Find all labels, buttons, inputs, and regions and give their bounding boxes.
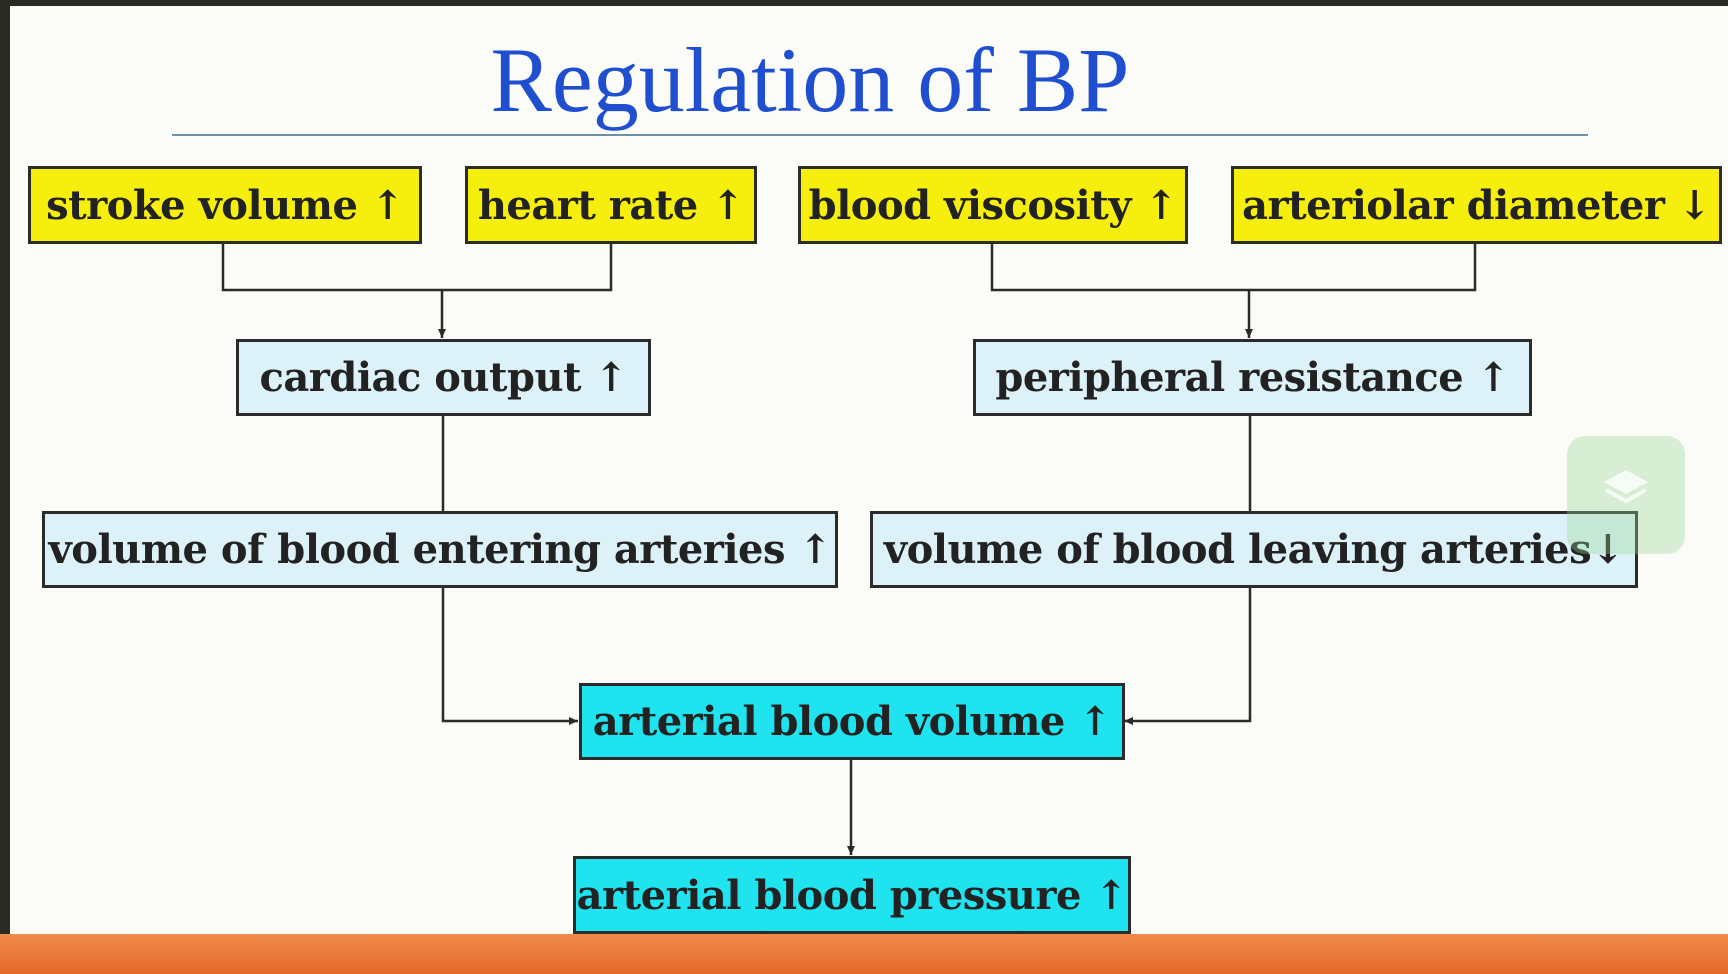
arterial-blood-volume-box: arterial blood volume ↑: [579, 683, 1125, 760]
stroke-volume-box: stroke volume ↑: [28, 166, 422, 244]
connector-stroke-volume: [223, 244, 442, 290]
arrow-entering-to-volume: [443, 588, 578, 721]
cardiac-output-box: cardiac output ↑: [236, 339, 651, 416]
volume-entering-box: volume of blood entering arteries ↑: [42, 511, 838, 588]
connector-heart-rate: [442, 244, 611, 290]
blood-viscosity-box: blood viscosity ↑: [798, 166, 1188, 244]
layers-overlay-button[interactable]: [1567, 436, 1685, 554]
arteriolar-diameter-box: arteriolar diameter ↓: [1231, 166, 1722, 244]
connector-blood-viscosity: [992, 244, 1249, 290]
volume-leaving-box: volume of blood leaving arteries↓: [870, 511, 1638, 588]
arrow-leaving-to-volume: [1124, 588, 1250, 721]
arterial-blood-pressure-box: arterial blood pressure ↑: [573, 856, 1131, 934]
connector-arteriolar-diameter: [1249, 244, 1475, 290]
peripheral-resistance-box: peripheral resistance ↑: [973, 339, 1532, 416]
heart-rate-box: heart rate ↑: [465, 166, 757, 244]
layers-icon: [1600, 466, 1652, 506]
slide-title: Regulation of BP: [490, 29, 1130, 131]
